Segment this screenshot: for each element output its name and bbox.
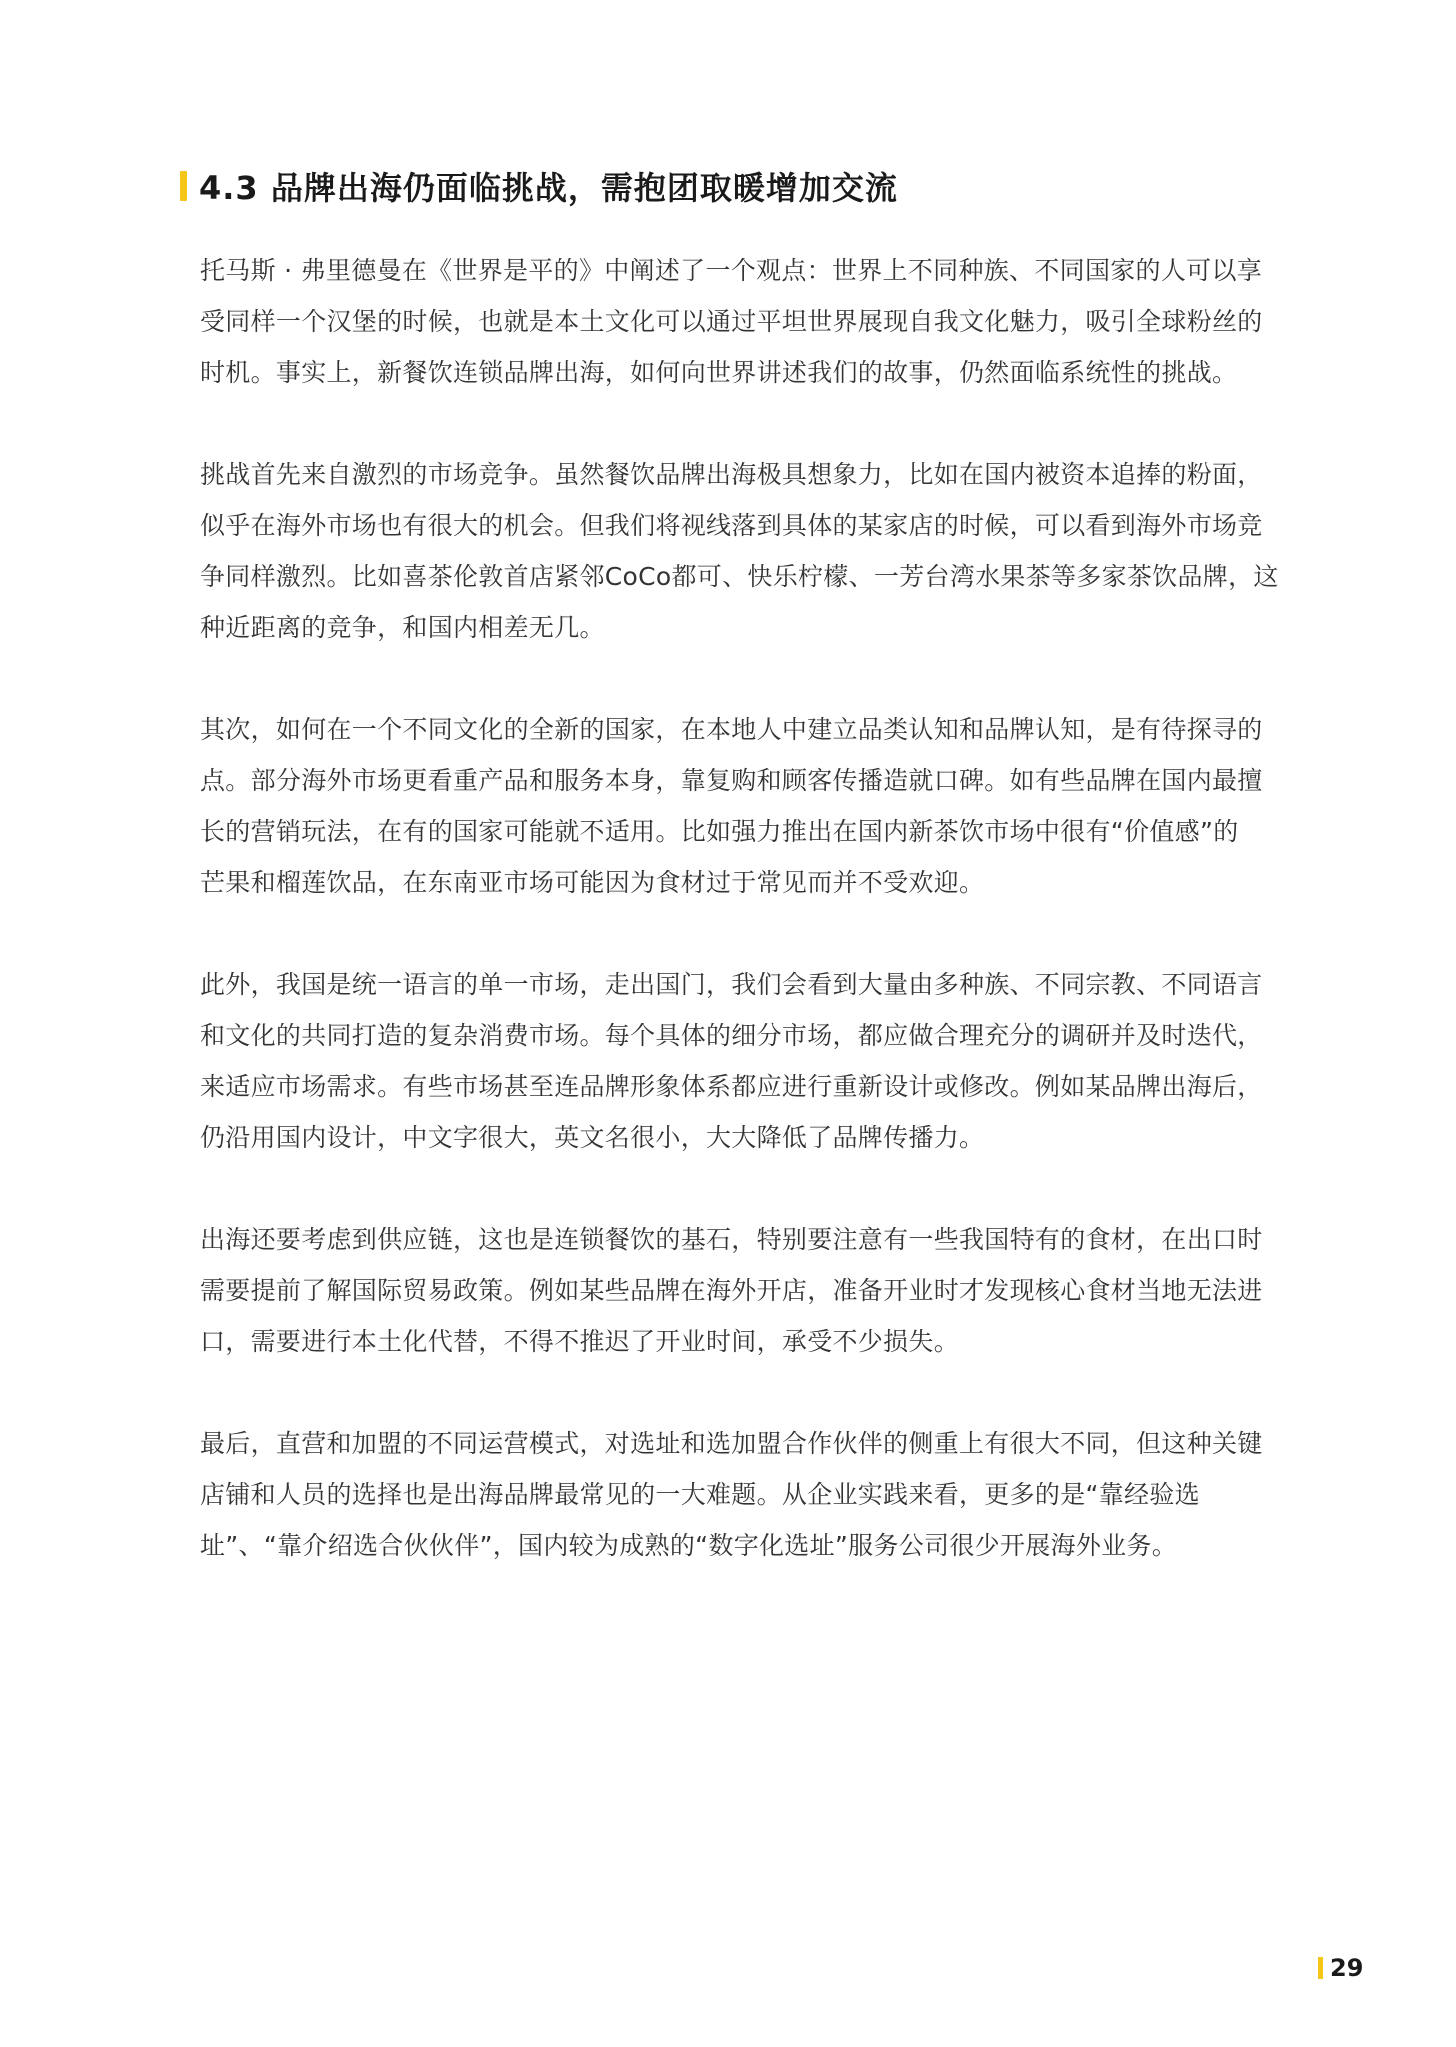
paragraph-line: 长的营销玩法，在有的国家可能就不适用。比如强力推出在国内新茶饮市场中很有“价值感”的 — [200, 817, 1239, 846]
paragraph — [200, 959, 1290, 1163]
paragraph-line: 似乎在海外市场也有很大的机会。但我们将视线落到具体的某家店的时候，可以看到海外市场竞 — [200, 511, 1263, 540]
paragraph-line: 店铺和人员的选择也是出海品牌最常见的一大难题。从企业实践来看，更多的是“靠经验选 — [200, 1480, 1200, 1509]
paragraph-line: 时机。事实上，新餐饮连锁品牌出海，如何向世界讲述我们的故事，仍然面临系统性的挑战。 — [200, 358, 1238, 387]
heading-accent-bar — [180, 171, 187, 201]
paragraph-line: 种近距离的竞争，和国内相差无几。 — [200, 613, 605, 642]
paragraph-line: 其次，如何在一个不同文化的全新的国家，在本地人中建立品类认知和品牌认知，是有待探寻的 — [200, 715, 1263, 744]
paragraph-line: 址”、“靠介绍选合伙伙伴”，国内较为成熟的“数字化选址”服务公司很少开展海外业务。 — [200, 1531, 1178, 1560]
paragraph — [200, 449, 1290, 653]
page-number-accent-bar — [1318, 1957, 1323, 1979]
paragraph — [200, 1418, 1290, 1571]
paragraph-line: 托马斯 · 弗里德曼在《世界是平的》中阐述了一个观点：世界上不同种族、不同国家的人可以享 — [200, 256, 1263, 285]
paragraph-line: 点。部分海外市场更看重产品和服务本身，靠复购和顾客传播造就口碑。如有些品牌在国内最擅 — [200, 766, 1263, 795]
paragraph-line: 此外，我国是统一语言的单一市场，走出国门，我们会看到大量由多种族、不同宗教、不同语言 — [200, 970, 1263, 999]
paragraph-line: 受同样一个汉堡的时候，也就是本土文化可以通过平坦世界展现自我文化魅力，吸引全球粉丝的 — [200, 307, 1263, 336]
section-title: 4.3 品牌出海仍面临挑战，需抱团取暖增加交流 — [199, 169, 898, 207]
paragraph — [200, 1214, 1290, 1367]
page-number — [1318, 1951, 1363, 1985]
paragraph-line: 挑战首先来自激烈的市场竞争。虽然餐饮品牌出海极具想象力，比如在国内被资本追捧的粉面， — [200, 460, 1263, 489]
paragraph-line: 出海还要考虑到供应链，这也是连锁餐饮的基石，特别要注意有一些我国特有的食材，在出口时 — [200, 1225, 1263, 1254]
paragraph-line: 和文化的共同打造的复杂消费市场。每个具体的细分市场，都应做合理充分的调研并及时迭代， — [200, 1021, 1263, 1050]
paragraph-line: 需要提前了解国际贸易政策。例如某些品牌在海外开店，准备开业时才发现核心食材当地无法进 — [200, 1276, 1263, 1305]
paragraph-line: 争同样激烈。比如喜茶伦敦首店紧邻CoCo都可、快乐柠檬、一芳台湾水果茶等多家茶饮品牌，这 — [200, 562, 1279, 591]
paragraph-line: 仍沿用国内设计，中文字很大，英文名很小，大大降低了品牌传播力。 — [200, 1123, 985, 1152]
section-heading — [180, 164, 898, 208]
paragraph-line: 口，需要进行本土化代替，不得不推迟了开业时间，承受不少损失。 — [200, 1327, 960, 1356]
paragraph-line: 芒果和榴莲饮品，在东南亚市场可能因为食材过于常见而并不受欢迎。 — [200, 868, 985, 897]
paragraph — [200, 245, 1290, 398]
paragraph — [200, 704, 1290, 908]
page-number-text: 29 — [1330, 1954, 1364, 1982]
body-text — [200, 245, 1290, 1622]
paragraph-line: 来适应市场需求。有些市场甚至连品牌形象体系都应进行重新设计或修改。例如某品牌出海后， — [200, 1072, 1263, 1101]
paragraph-line: 最后，直营和加盟的不同运营模式，对选址和选加盟合作伙伴的侧重上有很大不同，但这种关键 — [200, 1429, 1263, 1458]
